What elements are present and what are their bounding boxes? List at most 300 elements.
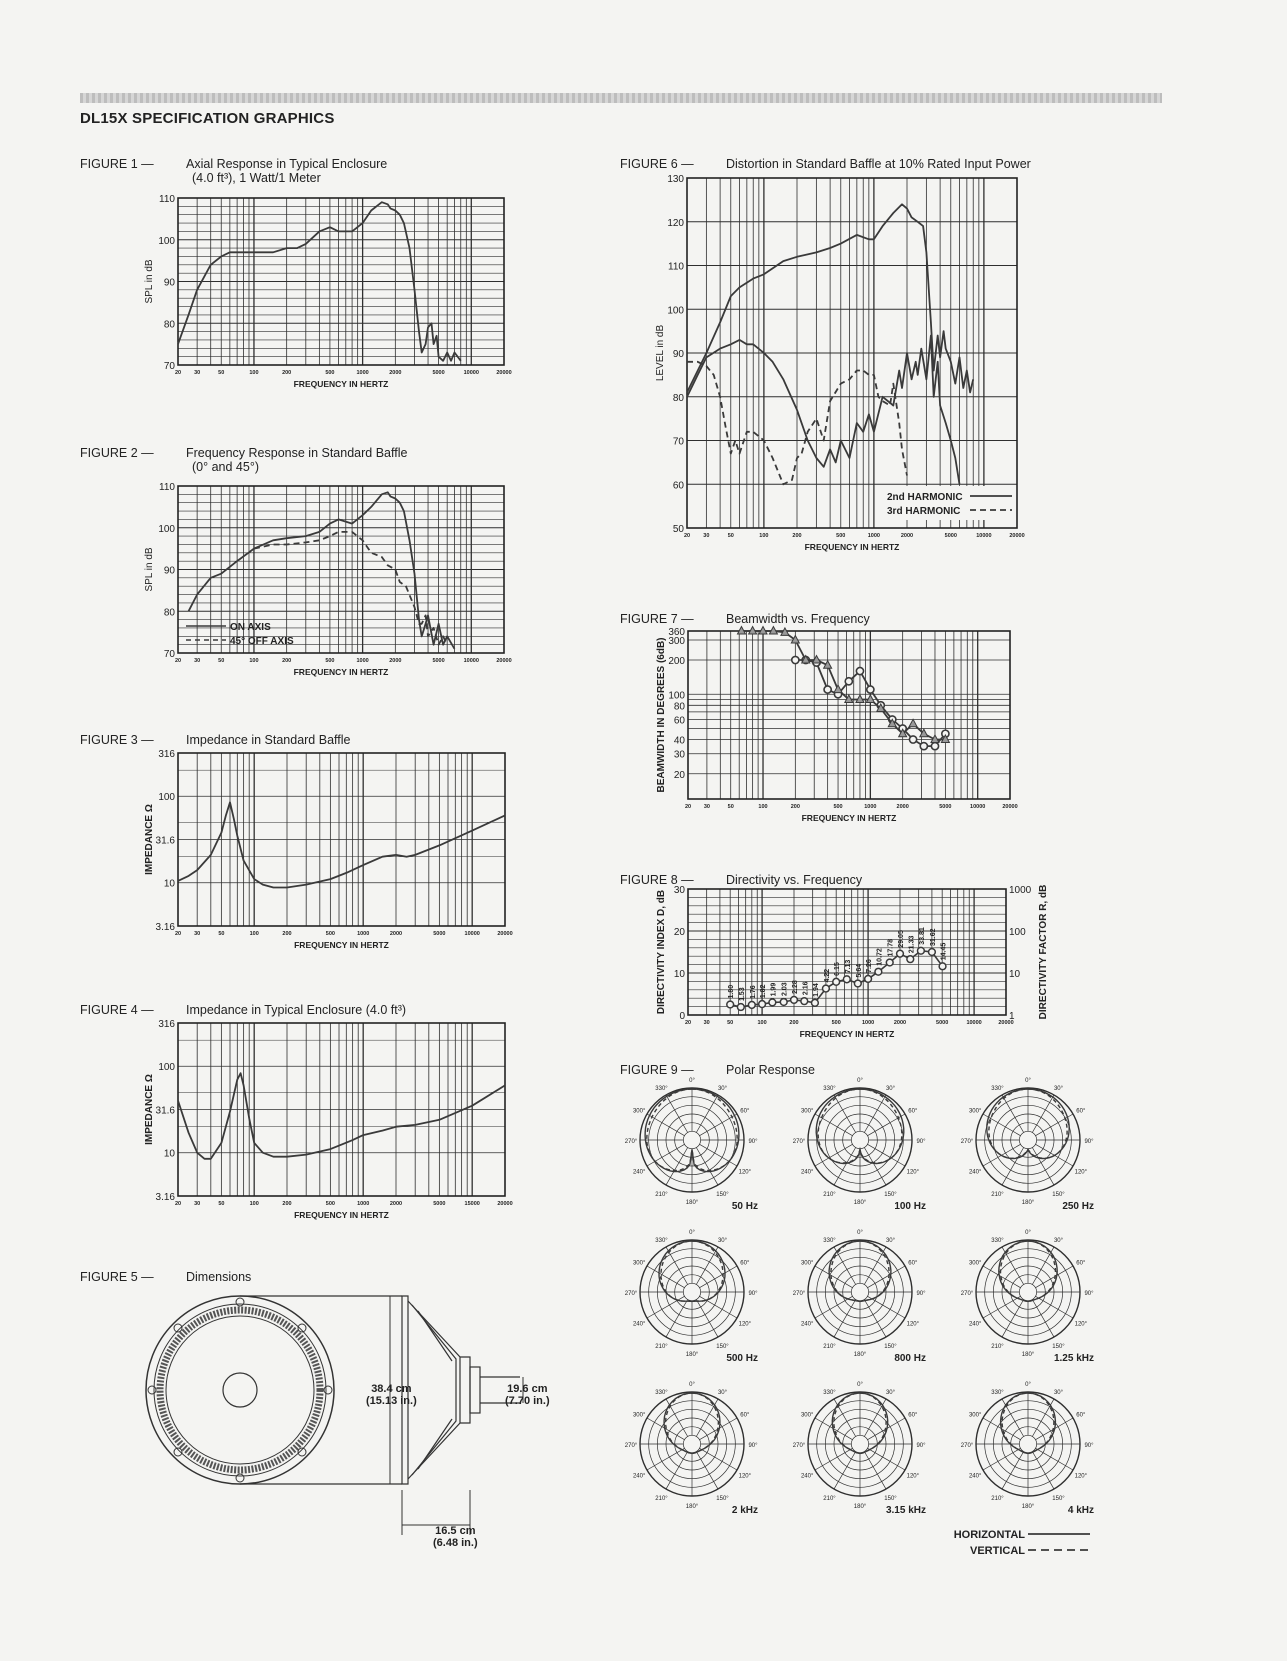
x-tick-label: 50 bbox=[727, 533, 734, 539]
grid bbox=[687, 178, 1017, 528]
x-tick-label: 5000 bbox=[432, 658, 445, 664]
x-tick-label: 10000 bbox=[463, 658, 479, 664]
legend-2nd-harmonic-label: 2nd HARMONIC bbox=[887, 492, 963, 503]
x-axis-label: FREQUENCY IN HERTZ bbox=[294, 1210, 389, 1220]
polar-angle-label: 30° bbox=[717, 1390, 728, 1397]
y2-tick-label: 100 bbox=[1009, 927, 1026, 938]
data-point bbox=[909, 736, 916, 743]
y-tick-labels bbox=[667, 174, 684, 535]
x-tick-label: 50 bbox=[218, 658, 225, 664]
polar-angle-label: 300° bbox=[800, 1260, 814, 1267]
polar-angle-label: 240° bbox=[800, 1169, 814, 1176]
data-point bbox=[875, 968, 882, 975]
data-point bbox=[931, 743, 938, 750]
y-tick-label: 70 bbox=[672, 436, 684, 448]
x-tick-label: 20000 bbox=[497, 1201, 513, 1207]
x-tick-labels bbox=[685, 1020, 1014, 1026]
data-label: 14.45 bbox=[940, 942, 948, 961]
data-point bbox=[929, 949, 936, 956]
x-tick-labels bbox=[175, 658, 512, 664]
x-tick-label: 2000 bbox=[389, 931, 403, 937]
y-tick-labels bbox=[668, 627, 685, 781]
figure-3-chart bbox=[130, 748, 560, 978]
data-label: 21.33 bbox=[908, 935, 916, 954]
polar-angle-label: 120° bbox=[1074, 1321, 1088, 1328]
polar-angle-label: 180° bbox=[685, 1352, 699, 1358]
x-tick-label: 500 bbox=[833, 804, 843, 810]
y-tick-label: 90 bbox=[163, 277, 175, 289]
figure-number: FIGURE 4 — bbox=[80, 1003, 154, 1017]
x-tick-label: 50 bbox=[727, 1020, 734, 1026]
y-tick-label: 40 bbox=[673, 735, 685, 747]
x-tick-label: 30 bbox=[194, 370, 201, 376]
polar-ring bbox=[1019, 1283, 1036, 1300]
polar-angle-label: 150° bbox=[716, 1343, 729, 1350]
x-tick-label: 200 bbox=[282, 1201, 292, 1207]
figure-3-label bbox=[80, 733, 350, 747]
x-tick-label: 500 bbox=[325, 658, 335, 664]
polar-angle-label: 120° bbox=[738, 1169, 752, 1176]
polar-angle-label: 210° bbox=[655, 1495, 668, 1502]
figure-title: Beamwidth vs. Frequency bbox=[726, 612, 870, 626]
polar-angle-label: 60° bbox=[740, 1412, 750, 1419]
x-tick-label: 200 bbox=[282, 931, 292, 937]
polar-angle-label: 210° bbox=[991, 1191, 1004, 1198]
polar-grid bbox=[976, 1240, 1080, 1344]
polar-angle-label: 330° bbox=[823, 1390, 836, 1397]
figure-9-label bbox=[620, 1063, 815, 1077]
y-tick-label: 100 bbox=[158, 523, 175, 535]
y-tick-label: 316 bbox=[158, 749, 175, 760]
series-1-line bbox=[178, 1073, 505, 1159]
polar-angle-label: 0° bbox=[689, 1078, 695, 1084]
polar-angle-label: 240° bbox=[800, 1321, 814, 1328]
x-tick-label: 30 bbox=[194, 658, 201, 664]
y-axis-label: LEVEL in dB bbox=[655, 324, 666, 382]
x-tick-labels bbox=[175, 1201, 513, 1207]
x-tick-label: 2000 bbox=[893, 1020, 907, 1026]
figure-6-label bbox=[620, 157, 1031, 171]
polar-plot bbox=[625, 1230, 758, 1364]
data-point bbox=[920, 743, 927, 750]
figure-subtitle: (0° and 45°) bbox=[192, 460, 259, 474]
x-tick-label: 1000 bbox=[356, 658, 369, 664]
polar-angle-label: 150° bbox=[884, 1495, 897, 1502]
data-point bbox=[801, 998, 808, 1005]
x-tick-label: 100 bbox=[757, 1020, 767, 1026]
polar-angle-label: 180° bbox=[853, 1352, 867, 1358]
grid bbox=[178, 198, 504, 365]
data-point bbox=[824, 686, 831, 693]
x-tick-label: 500 bbox=[831, 1020, 841, 1026]
x-tick-label: 50 bbox=[218, 931, 225, 937]
y-tick-label: 3.16 bbox=[155, 922, 175, 933]
data-label: 33.81 bbox=[918, 927, 926, 945]
polar-angle-label: 150° bbox=[716, 1495, 729, 1502]
y-axis-label: SPL in dB bbox=[144, 259, 155, 304]
x-tick-labels bbox=[175, 370, 512, 376]
x-axis-label: FREQUENCY IN HERTZ bbox=[294, 940, 389, 950]
polar-angle-label: 330° bbox=[991, 1086, 1004, 1093]
y-axis-label: DIRECTIVITY INDEX D, dB bbox=[656, 889, 667, 1015]
data-point bbox=[792, 656, 799, 663]
data-label: 17.78 bbox=[887, 938, 895, 957]
data-label: 31.62 bbox=[929, 928, 937, 946]
dimensions-drawing bbox=[140, 1285, 580, 1565]
x-tick-label: 20000 bbox=[1009, 533, 1025, 539]
diameter-cm: 38.4 cm bbox=[371, 1383, 412, 1395]
x-tick-labels bbox=[685, 804, 1018, 810]
x-axis-label: FREQUENCY IN HERTZ bbox=[293, 667, 389, 677]
x-tick-label: 200 bbox=[282, 370, 292, 376]
polar-plot bbox=[961, 1230, 1094, 1364]
data-point bbox=[856, 667, 863, 674]
polar-angle-label: 30° bbox=[717, 1238, 728, 1245]
figure-number: FIGURE 1 — bbox=[80, 157, 154, 171]
x-axis-label: FREQUENCY IN HERTZ bbox=[804, 542, 900, 552]
polar-angle-label: 210° bbox=[655, 1191, 668, 1198]
data-label: 1.76 bbox=[749, 985, 757, 999]
data-point bbox=[907, 956, 914, 963]
polar-angle-label: 30° bbox=[717, 1086, 728, 1093]
polar-angle-label: 180° bbox=[1021, 1504, 1035, 1510]
y-tick-label: 60 bbox=[672, 480, 684, 492]
polar-angle-label: 60° bbox=[1076, 1260, 1086, 1267]
data-point bbox=[769, 999, 776, 1006]
polar-angle-label: 30° bbox=[885, 1238, 896, 1245]
data-point bbox=[867, 686, 874, 693]
polar-angle-label: 60° bbox=[1076, 1108, 1086, 1115]
x-axis-label: FREQUENCY IN HERTZ bbox=[799, 1029, 895, 1039]
polar-frequency-label: 3.15 kHz bbox=[885, 1505, 926, 1516]
y-tick-label: 110 bbox=[668, 261, 684, 273]
x-axis-label: FREQUENCY IN HERTZ bbox=[293, 379, 389, 389]
data-label: 1.80 bbox=[728, 984, 736, 999]
polar-angle-label: 300° bbox=[968, 1412, 982, 1419]
polar-angle-label: 0° bbox=[857, 1230, 863, 1236]
y-tick-label: 10 bbox=[163, 1148, 175, 1160]
polar-angle-label: 300° bbox=[968, 1108, 982, 1115]
polar-angle-label: 270° bbox=[960, 1443, 974, 1449]
polar-angle-label: 210° bbox=[823, 1191, 836, 1198]
y-tick-label: 100 bbox=[158, 235, 175, 247]
x-tick-label: 2000 bbox=[389, 658, 402, 664]
polar-angle-label: 90° bbox=[916, 1443, 926, 1449]
legend-off-axis-label: 45° OFF AXIS bbox=[230, 636, 294, 647]
data-label: 10.72 bbox=[876, 948, 884, 966]
legend-vertical-label: VERTICAL bbox=[970, 1545, 1025, 1557]
x-tick-label: 100 bbox=[249, 658, 259, 664]
figure-number: FIGURE 3 — bbox=[80, 733, 154, 747]
polar-grid bbox=[640, 1240, 744, 1344]
x-tick-label: 30 bbox=[194, 931, 201, 937]
y-axis-label: SPL in dB bbox=[144, 547, 155, 592]
x-tick-label: 15000 bbox=[464, 1201, 480, 1207]
polar-grid bbox=[640, 1392, 744, 1496]
polar-angle-label: 90° bbox=[916, 1291, 926, 1297]
polar-angle-label: 90° bbox=[748, 1291, 758, 1297]
polar-angle-label: 270° bbox=[960, 1139, 974, 1145]
polar-grid bbox=[976, 1392, 1080, 1496]
y-tick-label: 31.6 bbox=[155, 1105, 175, 1117]
polar-angle-label: 0° bbox=[1025, 1382, 1031, 1388]
y-tick-label: 100 bbox=[668, 690, 685, 702]
y-tick-label: 100 bbox=[667, 305, 684, 317]
x-tick-labels bbox=[684, 533, 1025, 539]
x-tick-label: 20 bbox=[174, 931, 182, 937]
x-tick-label: 2000 bbox=[900, 533, 914, 539]
legend-on-axis-label: ON AXIS bbox=[230, 622, 271, 633]
polar-angle-label: 180° bbox=[685, 1200, 699, 1206]
header-band bbox=[80, 93, 1162, 103]
polar-ring bbox=[851, 1435, 868, 1452]
polar-angle-label: 270° bbox=[792, 1139, 806, 1145]
polar-angle-label: 330° bbox=[655, 1238, 668, 1245]
data-point bbox=[897, 950, 904, 957]
polar-angle-label: 240° bbox=[968, 1473, 982, 1480]
data-label: 1.53 bbox=[738, 987, 746, 1002]
x-tick-label: 100 bbox=[249, 1201, 259, 1207]
polar-angle-label: 210° bbox=[991, 1343, 1004, 1350]
data-point bbox=[854, 980, 861, 987]
y-tick-labels bbox=[158, 482, 175, 660]
magnet-note bbox=[505, 1383, 550, 1407]
polar-angle-label: 0° bbox=[857, 1382, 863, 1388]
polar-plot bbox=[793, 1382, 926, 1516]
polar-plot bbox=[625, 1382, 758, 1516]
figure-title: Dimensions bbox=[186, 1270, 252, 1284]
polar-angle-label: 150° bbox=[1052, 1343, 1065, 1350]
x-tick-label: 30 bbox=[194, 1201, 201, 1207]
polar-angle-label: 330° bbox=[991, 1238, 1004, 1245]
figure-subtitle: (4.0 ft³), 1 Watt/1 Meter bbox=[192, 171, 321, 185]
x-tick-label: 20 bbox=[174, 1201, 182, 1207]
figure-title: Distortion in Standard Baffle at 10% Rated Input Power bbox=[726, 157, 1031, 171]
y-tick-label: 30 bbox=[673, 749, 685, 761]
polar-angle-label: 180° bbox=[685, 1504, 699, 1510]
polar-ring bbox=[683, 1435, 700, 1452]
x-tick-label: 5000 bbox=[432, 370, 445, 376]
series-2nd-harmonic-line bbox=[687, 336, 960, 485]
y-tick-label: 316 bbox=[158, 1019, 175, 1030]
polar-angle-label: 30° bbox=[885, 1390, 896, 1397]
depth-note bbox=[433, 1525, 478, 1549]
x-tick-label: 20 bbox=[684, 1020, 692, 1026]
data-point bbox=[834, 685, 842, 693]
data-point bbox=[727, 1001, 734, 1008]
polar-angle-label: 150° bbox=[884, 1343, 897, 1350]
polar-angle-label: 300° bbox=[968, 1260, 982, 1267]
figure-7-label bbox=[620, 612, 870, 626]
x-tick-label: 1000 bbox=[357, 931, 370, 937]
polar-angle-label: 240° bbox=[968, 1321, 982, 1328]
x-tick-label: 50 bbox=[727, 804, 734, 810]
data-point bbox=[791, 996, 798, 1003]
y-tick-label: 80 bbox=[673, 701, 685, 713]
x-tick-labels bbox=[175, 931, 513, 937]
y-tick-label: 90 bbox=[163, 565, 175, 577]
polar-angle-label: 270° bbox=[624, 1443, 638, 1449]
x-tick-label: 1000 bbox=[864, 804, 877, 810]
x-tick-label: 2000 bbox=[389, 370, 402, 376]
y-tick-label: 70 bbox=[163, 649, 175, 660]
polar-angle-label: 60° bbox=[908, 1108, 918, 1115]
polar-frequency-label: 500 Hz bbox=[726, 1353, 758, 1364]
x-tick-label: 20 bbox=[684, 804, 692, 810]
polar-ring bbox=[683, 1131, 700, 1148]
polar-angle-label: 240° bbox=[968, 1169, 982, 1176]
polar-angle-label: 270° bbox=[792, 1291, 806, 1297]
x-tick-label: 20000 bbox=[496, 658, 512, 664]
x-tick-label: 1000 bbox=[356, 370, 369, 376]
series-2-markers bbox=[737, 627, 949, 743]
figure-number: FIGURE 8 — bbox=[620, 873, 694, 887]
x-tick-label: 5000 bbox=[944, 533, 957, 539]
y-tick-label: 100 bbox=[158, 792, 175, 804]
polar-angle-label: 180° bbox=[1021, 1200, 1035, 1206]
figure-1-label bbox=[80, 157, 387, 185]
polar-angle-label: 30° bbox=[1053, 1086, 1064, 1093]
polar-angle-label: 210° bbox=[655, 1343, 668, 1350]
polar-angle-label: 300° bbox=[632, 1108, 646, 1115]
y2-axis-label: DIRECTIVITY FACTOR R, dB bbox=[1038, 884, 1049, 1020]
x-tick-label: 20 bbox=[174, 658, 182, 664]
polar-response-grid bbox=[620, 1080, 1160, 1570]
depth-inches: (6.48 in.) bbox=[433, 1537, 478, 1549]
polar-angle-label: 30° bbox=[1053, 1390, 1064, 1397]
y-tick-label: 50 bbox=[672, 524, 684, 535]
y-tick-label: 80 bbox=[163, 319, 175, 331]
y-tick-label: 110 bbox=[159, 194, 175, 205]
polar-angle-label: 180° bbox=[1021, 1352, 1035, 1358]
polar-angle-label: 330° bbox=[823, 1086, 836, 1093]
speaker-front-view bbox=[146, 1296, 334, 1484]
data-point bbox=[823, 985, 830, 992]
data-label: 2.03 bbox=[781, 982, 789, 996]
polar-angle-label: 30° bbox=[885, 1086, 896, 1093]
data-label: 4.22 bbox=[823, 968, 831, 983]
data-label: 7.26 bbox=[866, 959, 874, 973]
figure-5-label bbox=[80, 1270, 251, 1284]
polar-grid bbox=[808, 1392, 912, 1496]
y-tick-labels bbox=[156, 749, 176, 933]
x-tick-label: 20000 bbox=[998, 1020, 1014, 1026]
y-tick-labels bbox=[156, 1019, 176, 1203]
data-point bbox=[865, 975, 872, 982]
polar-ring bbox=[851, 1283, 868, 1300]
polar-angle-label: 90° bbox=[748, 1139, 758, 1145]
polar-frequency-label: 50 Hz bbox=[731, 1201, 758, 1212]
y-tick-label: 20 bbox=[673, 769, 685, 781]
polar-frequency-label: 1.25 kHz bbox=[1053, 1353, 1094, 1364]
grid bbox=[178, 753, 505, 926]
y-axis-label: IMPEDANCE Ω bbox=[144, 1074, 155, 1145]
x-tick-label: 5000 bbox=[939, 804, 952, 810]
x-tick-label: 2000 bbox=[896, 804, 909, 810]
polar-ring bbox=[851, 1131, 868, 1148]
figure-title: Impedance in Standard Baffle bbox=[186, 733, 351, 747]
polar-angle-label: 300° bbox=[800, 1108, 814, 1115]
y-tick-label: 30 bbox=[673, 885, 685, 896]
data-label: 6.15 bbox=[834, 962, 842, 976]
diameter-inches: (15.13 in.) bbox=[366, 1395, 417, 1407]
polar-angle-label: 330° bbox=[991, 1390, 1004, 1397]
polar-grid bbox=[808, 1240, 912, 1344]
x-tick-label: 100 bbox=[759, 533, 769, 539]
y-tick-label: 0 bbox=[679, 1011, 685, 1022]
x-tick-label: 20000 bbox=[1002, 804, 1018, 810]
x-tick-label: 20 bbox=[683, 533, 691, 539]
y-tick-label: 90 bbox=[672, 349, 684, 360]
figure-title: Axial Response in Typical Enclosure bbox=[186, 157, 388, 171]
polar-angle-label: 270° bbox=[624, 1291, 638, 1297]
x-tick-label: 5000 bbox=[936, 1020, 949, 1026]
data-point bbox=[909, 719, 917, 727]
x-tick-label: 200 bbox=[789, 1020, 799, 1026]
polar-angle-label: 330° bbox=[655, 1086, 668, 1093]
figure-7-chart bbox=[656, 625, 1100, 850]
figure-6-chart bbox=[655, 174, 1100, 585]
polar-grid bbox=[976, 1088, 1080, 1192]
data-point bbox=[918, 947, 925, 954]
data-label: 2.28 bbox=[792, 980, 799, 994]
polar-angle-label: 0° bbox=[1025, 1078, 1031, 1084]
y-axis-label: BEAMWIDTH IN DEGREES (6dB) bbox=[656, 637, 667, 793]
polar-angle-label: 240° bbox=[632, 1473, 646, 1480]
series-1-line bbox=[178, 802, 505, 887]
polar-angle-label: 0° bbox=[857, 1078, 863, 1084]
figure-1-chart bbox=[140, 195, 560, 420]
polar-plot bbox=[961, 1078, 1094, 1212]
x-tick-label: 30 bbox=[703, 533, 710, 539]
data-point bbox=[939, 963, 946, 970]
polar-angle-label: 120° bbox=[906, 1473, 920, 1480]
polar-angle-label: 90° bbox=[1084, 1291, 1094, 1297]
grid bbox=[178, 1023, 505, 1196]
polar-frequency-label: 4 kHz bbox=[1067, 1505, 1094, 1516]
legend bbox=[885, 486, 1015, 520]
x-tick-label: 30 bbox=[703, 804, 710, 810]
figure-number: FIGURE 6 — bbox=[620, 157, 694, 171]
polar-plot bbox=[625, 1078, 758, 1212]
polar-angle-label: 0° bbox=[1025, 1230, 1031, 1236]
data-point bbox=[833, 978, 840, 985]
polar-legend bbox=[954, 1529, 1090, 1557]
x-tick-label: 10000 bbox=[464, 931, 480, 937]
polar-angle-label: 90° bbox=[748, 1443, 758, 1449]
polar-frequency-label: 100 Hz bbox=[894, 1201, 926, 1212]
x-tick-label: 20000 bbox=[496, 370, 512, 376]
page-title: DL15X SPECIFICATION GRAPHICS bbox=[80, 110, 335, 127]
polar-angle-label: 120° bbox=[1074, 1473, 1088, 1480]
polar-angle-label: 180° bbox=[853, 1504, 867, 1510]
figure-2-chart bbox=[140, 483, 560, 708]
polar-angle-label: 60° bbox=[1076, 1412, 1086, 1419]
y-tick-label: 100 bbox=[158, 1062, 175, 1074]
data-label: 5.64 bbox=[855, 963, 863, 978]
data-point bbox=[759, 1001, 766, 1008]
data-point bbox=[791, 636, 799, 644]
polar-angle-label: 60° bbox=[740, 1108, 750, 1115]
polar-ring bbox=[1019, 1435, 1036, 1452]
polar-angle-label: 270° bbox=[792, 1443, 806, 1449]
data-point bbox=[737, 1004, 744, 1011]
depth-cm: 16.5 cm bbox=[435, 1525, 476, 1537]
legend-3rd-harmonic-label: 3rd HARMONIC bbox=[887, 506, 961, 517]
grid bbox=[688, 889, 1006, 1015]
x-tick-label: 50 bbox=[218, 1201, 225, 1207]
polar-angle-label: 210° bbox=[823, 1495, 836, 1502]
